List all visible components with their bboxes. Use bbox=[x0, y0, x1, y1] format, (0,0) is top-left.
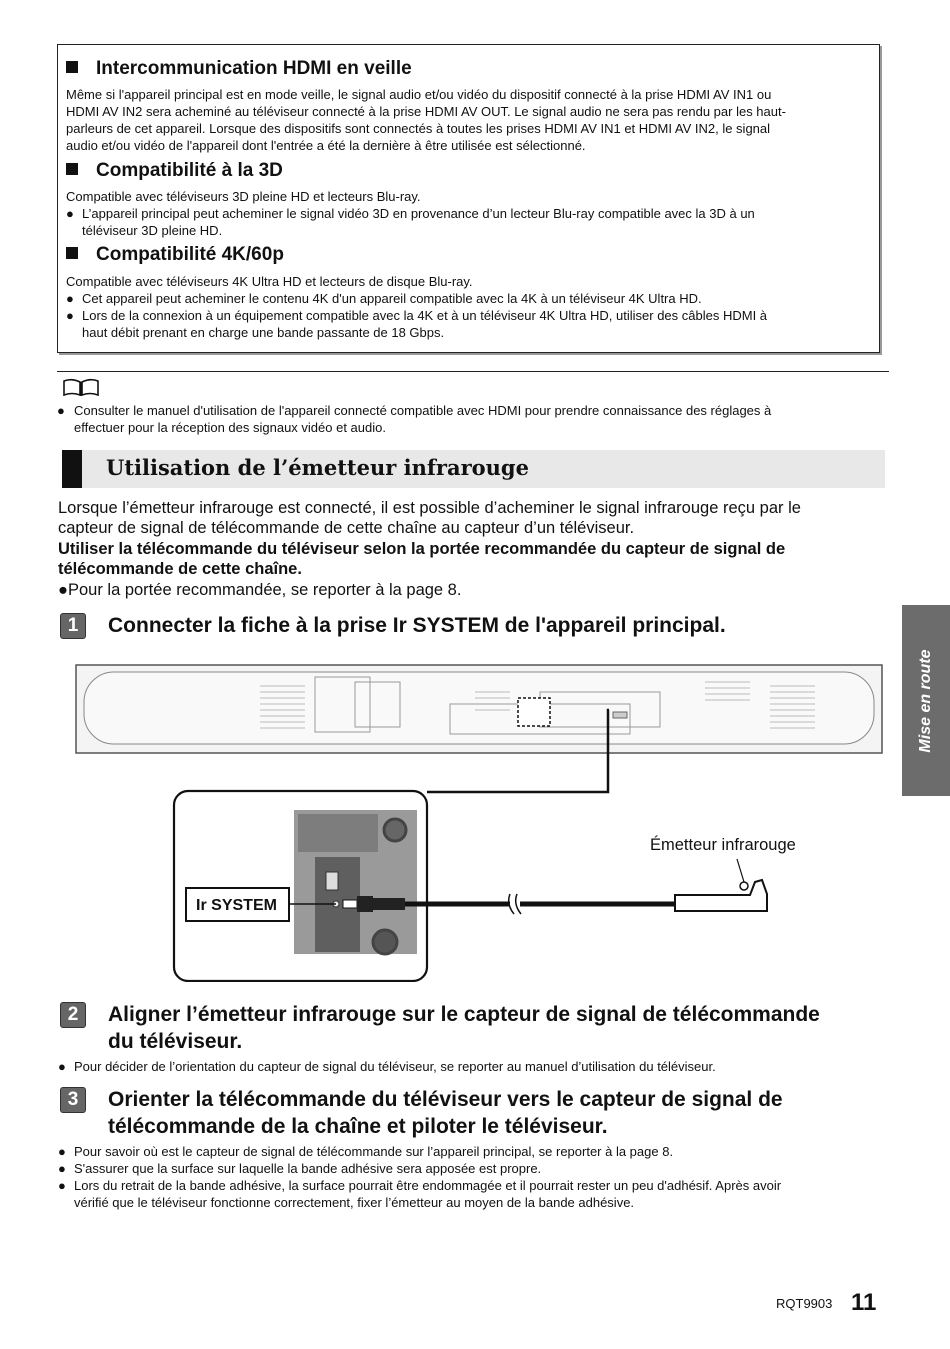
jack-closeup bbox=[294, 810, 417, 954]
doc-code: RQT9903 bbox=[776, 1296, 833, 1311]
chapter-side-tab bbox=[902, 605, 950, 796]
compat-4k-heading bbox=[66, 244, 284, 266]
intro-bold: Utiliser la télécommande du téléviseur selon la portée recommandée du capteur de signal de bbox=[58, 540, 786, 558]
step-3-heading-cont: télécommande de la chaîne et piloter le téléviseur. bbox=[108, 1115, 608, 1138]
section-bar bbox=[62, 450, 82, 488]
step-3-badge: 3 bbox=[60, 1087, 86, 1113]
step-2-badge: 2 bbox=[60, 1002, 86, 1028]
compat-4k-title: Compatibilité 4K/60p bbox=[96, 244, 284, 265]
hdmi-standby-heading bbox=[66, 58, 412, 80]
chapter-side-tab-label: Mise en route bbox=[917, 648, 934, 753]
intro-bold: télécommande de cette chaîne. bbox=[58, 560, 302, 578]
intro-line: capteur de signal de télécommande de cette chaîne au capteur d’un téléviseur. bbox=[58, 519, 635, 537]
hdmi-standby-line: audio et/ou vidéo de l'appareil dont l'entrée a été la dernière à être utilisée est sélectionné. bbox=[66, 138, 586, 153]
soundbar-rear-panel bbox=[76, 665, 882, 753]
hdmi-standby-title: Intercommunication HDMI en veille bbox=[96, 58, 412, 79]
hdmi-standby-line: Même si l'appareil principal est en mode veille, le signal audio et/ou vidéo du dispositif connecté à la prise HDMI AV IN1 ou bbox=[66, 87, 772, 102]
intro-line: Lorsque l’émetteur infrarouge est connecté, il est possible d’acheminer le signal infrarouge reçu par le bbox=[58, 499, 801, 517]
book-icon bbox=[62, 378, 100, 398]
step-2-heading: Aligner l’émetteur infrarouge sur le capteur de signal de télécommande bbox=[108, 1003, 820, 1026]
compat-4k-intro: Compatible avec téléviseurs 4K Ultra HD et lecteurs de disque Blu-ray. bbox=[66, 274, 473, 289]
step-1-badge: 1 bbox=[60, 613, 86, 639]
step-3-heading: Orienter la télécommande du téléviseur vers le capteur de signal de bbox=[108, 1088, 783, 1111]
hdmi-standby-line: parleurs de cet appareil. Lorsque des dispositifs sont connectés à toutes les prises HDMI AV IN1 et HDMI AV IN2, le signal bbox=[66, 121, 771, 136]
note-divider bbox=[57, 371, 889, 372]
intro-ref: ●Pour la portée recommandée, se reporter à la page 8. bbox=[58, 581, 462, 599]
step-1-heading: Connecter la fiche à la prise Ir SYSTEM de l'appareil principal. bbox=[108, 614, 726, 637]
section-header bbox=[62, 450, 885, 488]
hdmi-standby-line: HDMI AV IN2 sera acheminé au téléviseur connecté à la prise HDMI AV OUT. Le signal audio ne sera pas rendu par les haut- bbox=[66, 104, 786, 119]
ir-emitter bbox=[675, 859, 767, 911]
compat-3d-heading bbox=[66, 160, 283, 182]
compat-3d-intro: Compatible avec téléviseurs 3D pleine HD et lecteurs Blu-ray. bbox=[66, 189, 421, 204]
section-title: Utilisation de l’émetteur infrarouge bbox=[106, 455, 529, 480]
emitter-label: Émetteur infrarouge bbox=[650, 836, 796, 854]
connection-diagram bbox=[70, 662, 890, 982]
hdmi-info-box: Intercommunication HDMI en veille Même si l'appareil principal est en mode veille, le signal audio et/ou vidéo du dispositif connecté à la prise HDMI AV IN1 ou HDMI AV IN2 sera acheminé au téléviseur connecté à la prise HDMI AV OUT. Le signal audio ne sera pas rendu par les haut- parleurs de cet appareil. Lorsque des dispositifs sont connectés à toutes les prises HDMI AV IN1 et HDMI AV IN2, le signal audio et/ou vidéo de l'appareil dont l'entrée a été la dernière à être utilisée est sélectionné. Compatibilité à la 3D Compatible avec téléviseurs 3D pleine HD et lecteurs Blu-ray. ● L’appareil principal peut acheminer le signal vidéo 3D en provenance d’un lecteur Blu-ray compatible avec la 3D à un téléviseur 3D pleine HD. Compatibilité 4K/60p Compatible avec téléviseurs 4K Ultra HD et lecteurs de disque Blu-ray. ● Cet appareil peut acheminer le contenu 4K d'un appareil compatible avec la 4K à un téléviseur 4K Ultra HD. ● Lors de la connexion à un équipement compatible avec la 4K et à un téléviseur 4K Ultra HD, utiliser des câbles HDMI à haut débit prenant en charge une bande passante de 18 Gbps. bbox=[57, 44, 880, 353]
page-number: 11 bbox=[851, 1289, 877, 1316]
ir-system-label: Ir SYSTEM bbox=[196, 897, 277, 914]
step-2-heading-cont: du téléviseur. bbox=[108, 1030, 243, 1053]
compat-3d-title: Compatibilité à la 3D bbox=[96, 160, 283, 181]
